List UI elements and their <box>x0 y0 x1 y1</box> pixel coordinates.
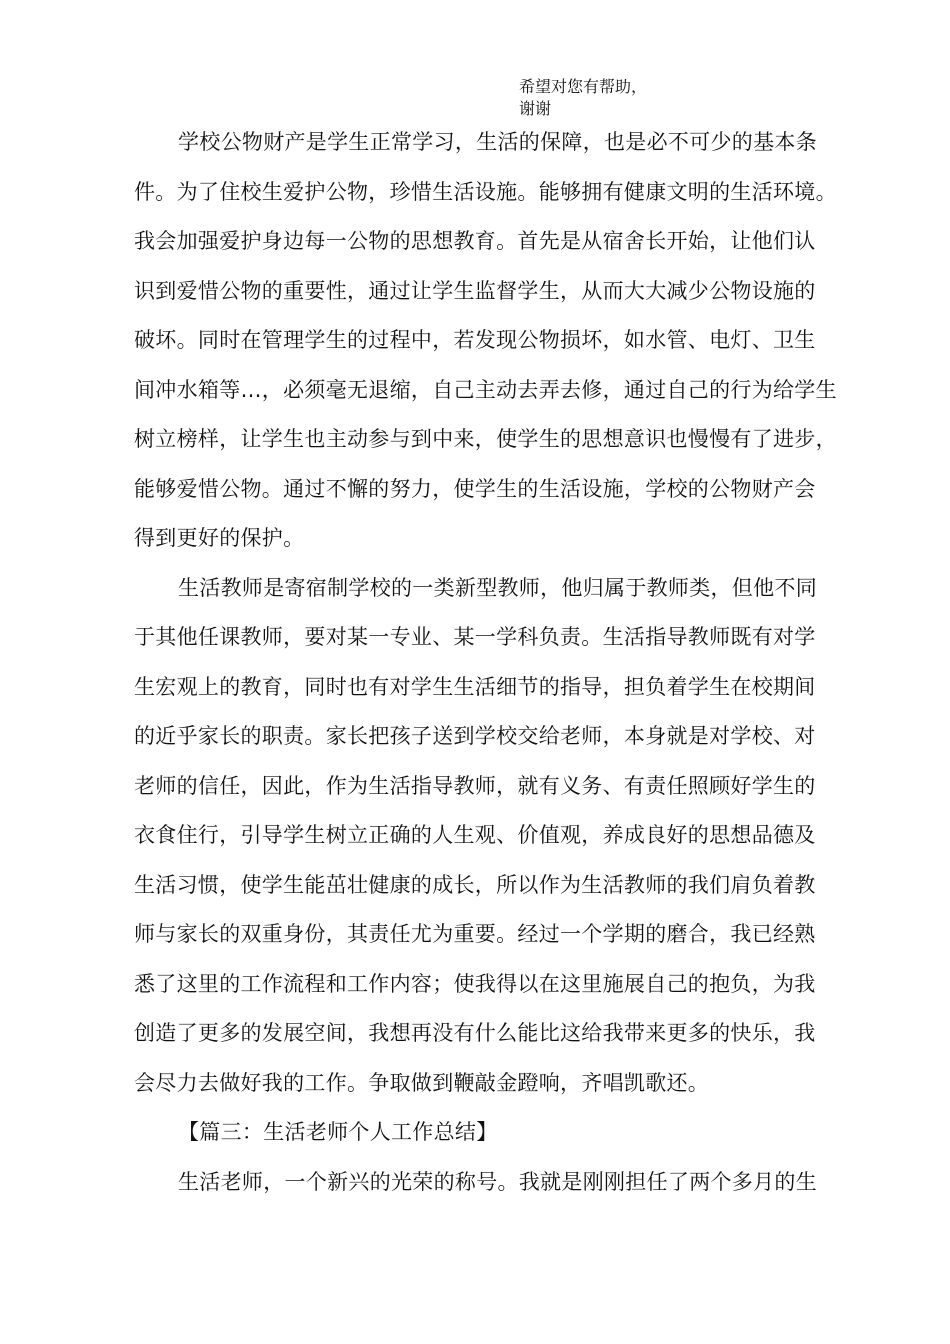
header-note <box>519 76 647 120</box>
section-heading: 【篇三：生活老师个人工作总结】 <box>178 1120 498 1144</box>
paragraph-line: 树立榜样，让学生也主动参与到中来，使学生的思想意识也慢慢有了进步， <box>134 427 837 451</box>
paragraph-line: 学校公物财产是学生正常学习，生活的保障，也是必不可少的基本条 <box>178 130 817 154</box>
paragraph-line: 间冲水箱等…，必须毫无退缩，自己主动去弄去修，通过自己的行为给学生 <box>134 377 837 402</box>
paragraph-line: 得到更好的保护。 <box>134 526 305 550</box>
paragraph-2 <box>134 564 834 1109</box>
paragraph-line: 生活老师，一个新兴的光荣的称号。我就是刚刚担任了两个多月的生 <box>178 1169 817 1194</box>
paragraph-line: 能够爱惜公物。通过不懈的努力，使学生的生活设施，学校的公物财产会 <box>134 476 816 501</box>
paragraph-line: 识到爱惜公物的重要性，通过让学生监督学生，从而大大减少公物设施的 <box>134 278 816 303</box>
header-note-line-1: 希望对您有帮助， <box>519 77 648 96</box>
paragraph-line: 生活习惯，使学生能茁壮健康的成长，所以作为生活教师的我们肩负着教 <box>134 872 816 897</box>
header-note-line-2: 谢谢 <box>519 99 552 118</box>
paragraph-3 <box>134 1158 834 1208</box>
paragraph-line: 破坏。同时在管理学生的过程中，若发现公物损坏，如水管、电灯、卫生 <box>134 328 816 352</box>
paragraph-line: 悉了这里的工作流程和工作内容；使我得以在这里施展自己的抱负，为我 <box>134 971 816 996</box>
paragraph-line: 件。为了住校生爱护公物，珍惜生活设施。能够拥有健康文明的生活环境。 <box>134 179 837 204</box>
paragraph-line: 的近乎家长的职责。家长把孩子送到学校交给老师，本身就是对学校、对 <box>134 724 816 748</box>
paragraph-line: 生宏观上的教育，同时也有对学生生活细节的指导，担负着学生在校期间 <box>134 674 816 699</box>
document-body <box>134 118 837 1207</box>
paragraph-line: 我会加强爱护身边每一公物的思想教育。首先是从宿舍长开始，让他们认 <box>134 229 816 253</box>
paragraph-line: 会尽力去做好我的工作。争取做到鞭敲金蹬响，齐唱凯歌还。 <box>134 1070 710 1095</box>
paragraph-line: 创造了更多的发展空间，我想再没有什么能比这给我带来更多的快乐，我 <box>134 1021 816 1045</box>
paragraph-line: 生活教师是寄宿制学校的一类新型教师，他归属于教师类，但他不同 <box>178 575 817 600</box>
paragraph-line: 于其他任课教师，要对某一专业、某一学科负责。生活指导教师既有对学 <box>134 625 816 649</box>
paragraph-line: 师与家长的双重身份，其责任尤为重要。经过一个学期的磨合，我已经熟 <box>134 922 816 946</box>
paragraph-line: 老师的信任，因此，作为生活指导教师，就有义务、有责任照顾好学生的 <box>134 773 816 798</box>
paragraph-1 <box>134 118 837 564</box>
paragraph-line: 衣食住行，引导学生树立正确的人生观、价值观，养成良好的思想品德及 <box>134 823 816 847</box>
